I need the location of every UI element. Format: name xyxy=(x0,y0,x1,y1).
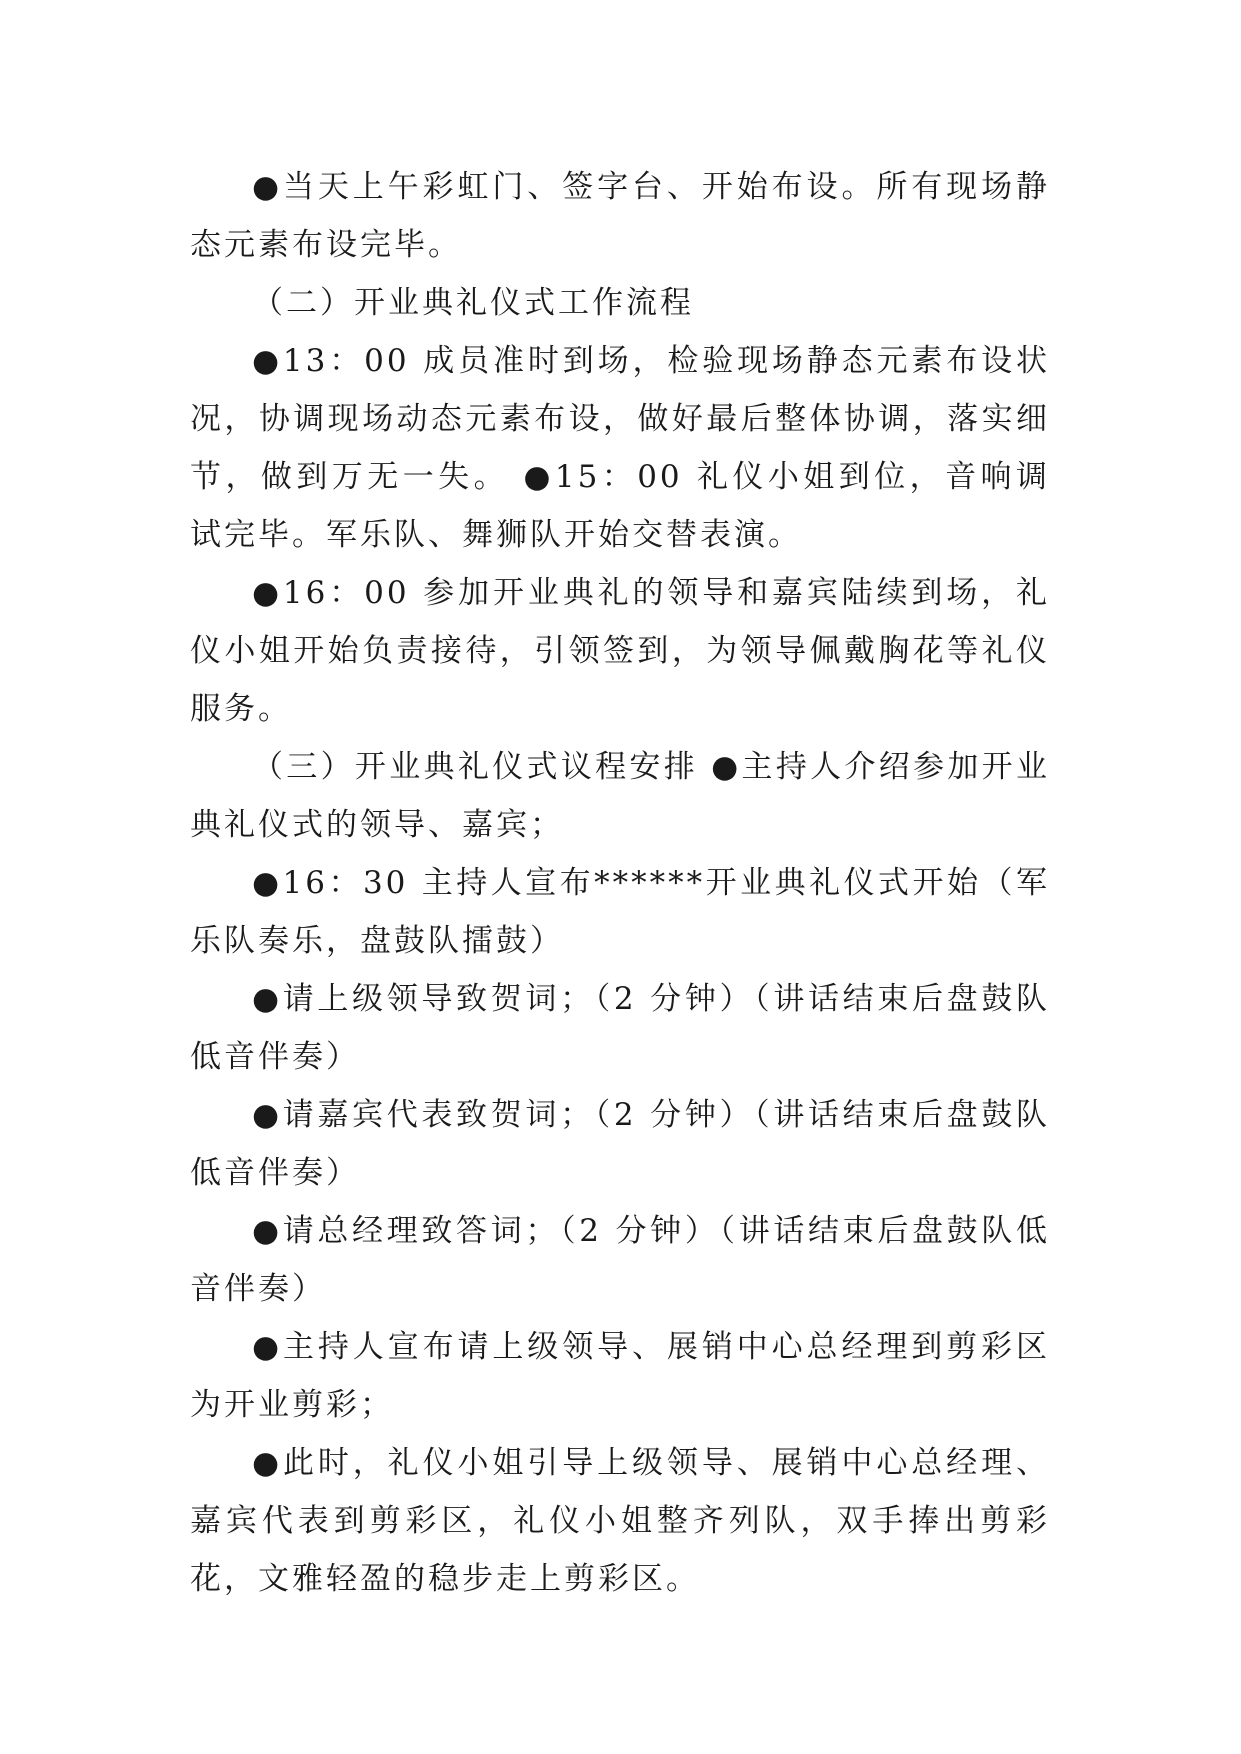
section-heading-workflow: （二）开业典礼仪式工作流程 xyxy=(252,285,694,321)
paragraph-1300-arrival: ●13：00 成员准时到场，检验现场静态元素布设状况，协调现场动态元素布设，做好最后整体协调，落实细节，做到万无一失。 ●15：00 礼仪小姐到位，音响调试完毕。军乐队、舞狮队开始交替表演。 xyxy=(190,343,1050,553)
paragraph-leader-speech: ●请上级领导致贺词；（2 分钟）（讲话结束后盘鼓队低音伴奏） xyxy=(190,981,1050,1075)
paragraph-setup-complete: ●当天上午彩虹门、签字台、开始布设。所有现场静态元素布设完毕。 xyxy=(190,169,1050,263)
paragraph-ribbon-cutting: ●此时，礼仪小姐引导上级领导、展销中心总经理、嘉宾代表到剪彩区，礼仪小姐整齐列队，双手捧出剪彩花，文雅轻盈的稳步走上剪彩区。 xyxy=(190,1445,1050,1597)
section-heading-agenda: （三）开业典礼仪式议程安排 ●主持人介绍参加开业典礼仪式的领导、嘉宾； xyxy=(190,749,1050,843)
paragraph-guest-speech: ●请嘉宾代表致贺词；（2 分钟）（讲话结束后盘鼓队低音伴奏） xyxy=(190,1097,1050,1191)
paragraph-1630-opening: ●16：30 主持人宣布******开业典礼仪式开始（军乐队奏乐，盘鼓队擂鼓） xyxy=(190,865,1050,959)
paragraph-manager-speech: ●请总经理致答词；（2 分钟）（讲话结束后盘鼓队低音伴奏） xyxy=(190,1213,1050,1307)
paragraph-ribbon-announcement: ●主持人宣布请上级领导、展销中心总经理到剪彩区为开业剪彩； xyxy=(190,1329,1050,1423)
paragraph-1600-guests: ●16：00 参加开业典礼的领导和嘉宾陆续到场，礼仪小姐开始负责接待，引领签到，为领导佩戴胸花等礼仪服务。 xyxy=(190,575,1050,727)
document-body xyxy=(190,158,1050,1608)
